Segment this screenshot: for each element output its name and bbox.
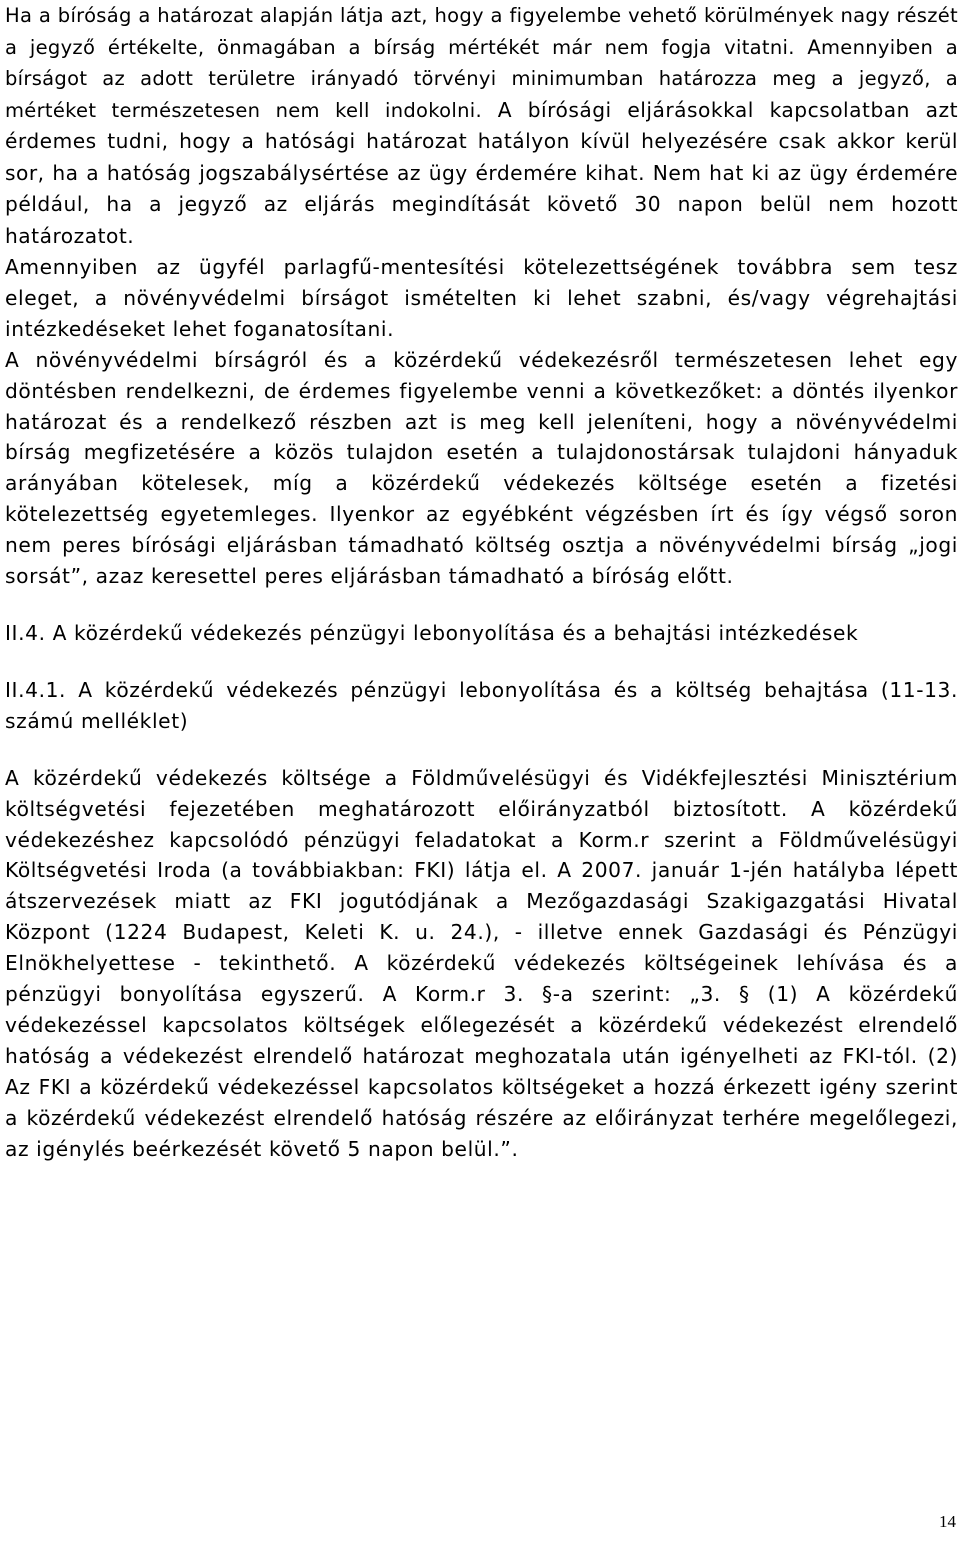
section-heading-ii-4-1: II.4.1. A közérdekű védekezés pénzügyi lebonyolítása és a költség behajtása (11-13. számú melléklet) bbox=[5, 677, 958, 733]
paragraph-court-review bbox=[5, 0, 958, 252]
paragraph-court-review-part2: A bírósági eljárásokkal kapcsolatban azt érdemes tudni, hogy a hatósági határozat hatályon kívül helyezésére csak akkor kerül sor, ha a hatóság jogszabálysértése az ügy érdemére kihat. Nem hat ki az ügy érdemére például, ha a jegyző az eljárás megindítását követő 30 napon belül nem hozott határozatot. bbox=[5, 97, 958, 248]
section-heading-ii-4: II.4. A közérdekű védekezés pénzügyi lebonyolítása és a behajtási intézkedések bbox=[5, 620, 859, 645]
paragraph-repeat-fine: Amennyiben az ügyfél parlagfű-mentesítési kötelezettségének továbbra sem tesz eleget, a növényvédelmi bírságot ismételten ki lehet szabni, és/vagy végrehajtási intézkedéseket lehet foganatosítani. bbox=[5, 255, 958, 341]
page-number: 14 bbox=[939, 1512, 956, 1531]
paragraph-joint-decision bbox=[5, 345, 958, 592]
paragraph-joint-decision-part1: A növényvédelmi bírságról és a közérdekű védekezésről természetesen lehet egy döntésben rendelkezni, de érdemes figyelembe venni a következőket: a döntés ilyenkor határozat és a rendelkező részben azt is meg kell jeleníteni, hogy a növényvédelmi bírság megfizetésére a közös tulajdon esetén a tulajdonostársak tulajdoni hányaduk arányában kötelesek, míg a közérdekű védekezés költsége esetén a fizetési kötelezettség egyetemleges. bbox=[5, 347, 958, 527]
paragraph-cost-financing: A közérdekű védekezés költsége a Földművelésügyi és Vidékfejlesztési Minisztérium költségvetési fejezetében meghatározott előirányzatból biztosított. A közérdekű védekezéshez kapcsolódó pénzügyi feladatokat a Korm.r szerint a Földművelésügyi Költségvetési Iroda (a továbbiakban: FKI) látja el. A 2007. január 1-jén hatályba lépett átszervezések miatt az FKI jogutódjának a Mezőgazdasági Szakigazgatási Hivatal Központ (1224 Budapest, Keleti K. u. 24.), - illetve ennek Gazdasági és Pénzügyi Elnökhelyettese - tekinthető. A közérdekű védekezés költségeinek lehívása és a pénzügyi bonyolítása egyszerű. A Korm.r 3. §-a szerint: „3. § (1) A közérdekű védekezéssel kapcsolatos költségek előlegezését a közérdekű védekezést elrendelő hatóság a védekezést elrendelő határozat meghozatala után igényelheti az FKI-tól. (2) Az FKI a közérdekű védekezéssel kapcsolatos költségeket a hozzá érkezett igény szerint a közérdekű védekezést elrendelő hatóság részére az előirányzat terhére megelőlegezi, az igénylés beérkezését követő 5 napon belül.”. bbox=[5, 765, 958, 1161]
spacer bbox=[5, 649, 958, 675]
document-page bbox=[5, 0, 958, 1164]
spacer bbox=[5, 737, 958, 763]
paragraph-joint-decision-part2: Ilyenkor az egyébként végzésben írt és így végső soron nem peres bírósági eljárásban támadható költség osztja a növényvédelmi bírság „jogi sorsát”, azaz keresettel peres eljárásban támadható a bíróság előtt. bbox=[5, 502, 958, 589]
paragraph-court-review-part1: Ha a bíróság a határozat alapján látja azt, hogy a figyelembe vehető körülmények nagy részét a jegyző értékelte, önmagában a bírság mértékét már nem fogja vitatni. Amennyiben a bírságot az adott területre irányadó törvényi minimumban határozza meg a jegyző, a mértéket természetesen nem kell indokolni. bbox=[5, 4, 958, 122]
spacer bbox=[5, 592, 958, 618]
